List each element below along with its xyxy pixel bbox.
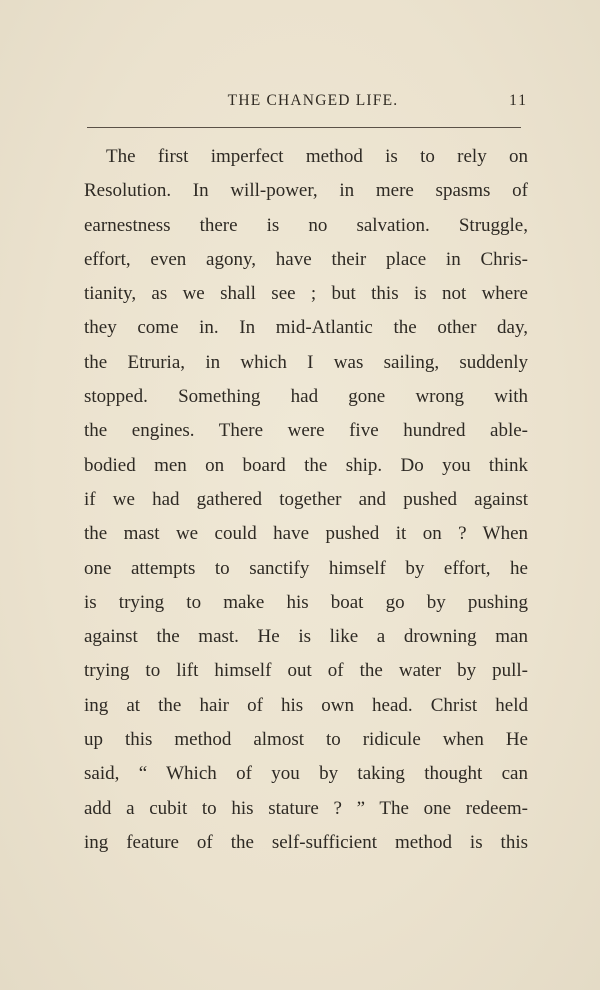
text-line: earnestness there is no salvation. Struggle,: [84, 214, 528, 236]
text-line: bodied men on board the ship. Do you think: [84, 454, 528, 476]
header-rule: [87, 127, 521, 128]
page-number: 11: [509, 92, 528, 109]
text-line: the engines. There were five hundred able-: [84, 420, 528, 442]
text-line: the mast we could have pushed it on ? When: [84, 523, 528, 545]
running-header: [84, 92, 528, 114]
text-line: they come in. In mid-Atlantic the other day,: [84, 317, 528, 339]
text-line: add a cubit to his stature ? ” The one redeem-: [84, 797, 528, 819]
text-line: stopped. Something had gone wrong with: [84, 386, 528, 408]
text-line: up this method almost to ridicule when He: [84, 729, 528, 751]
text-line: tianity, as we shall see ; but this is not where: [84, 283, 528, 305]
text-line: ing feature of the self-sufficient method is this: [84, 831, 528, 853]
text-line: The first imperfect method is to rely on: [106, 146, 528, 167]
text-line: against the mast. He is like a drowning man: [84, 626, 528, 648]
text-line: trying to lift himself out of the water by pull-: [84, 660, 528, 682]
text-line: if we had gathered together and pushed against: [84, 488, 528, 510]
text-line: said, “ Which of you by taking thought can: [84, 763, 528, 785]
body-paragraph: [84, 140, 528, 860]
text-line: the Etruria, in which I was sailing, suddenly: [84, 351, 528, 373]
text-line: ing at the hair of his own head. Christ held: [84, 694, 528, 716]
running-title: THE CHANGED LIFE.: [227, 92, 399, 109]
text-line: effort, even agony, have their place in Chris-: [84, 248, 528, 270]
text-line: one attempts to sanctify himself by effort, he: [84, 557, 528, 579]
text-line: Resolution. In will-power, in mere spasms of: [84, 180, 528, 202]
text-line: is trying to make his boat go by pushing: [84, 591, 528, 613]
